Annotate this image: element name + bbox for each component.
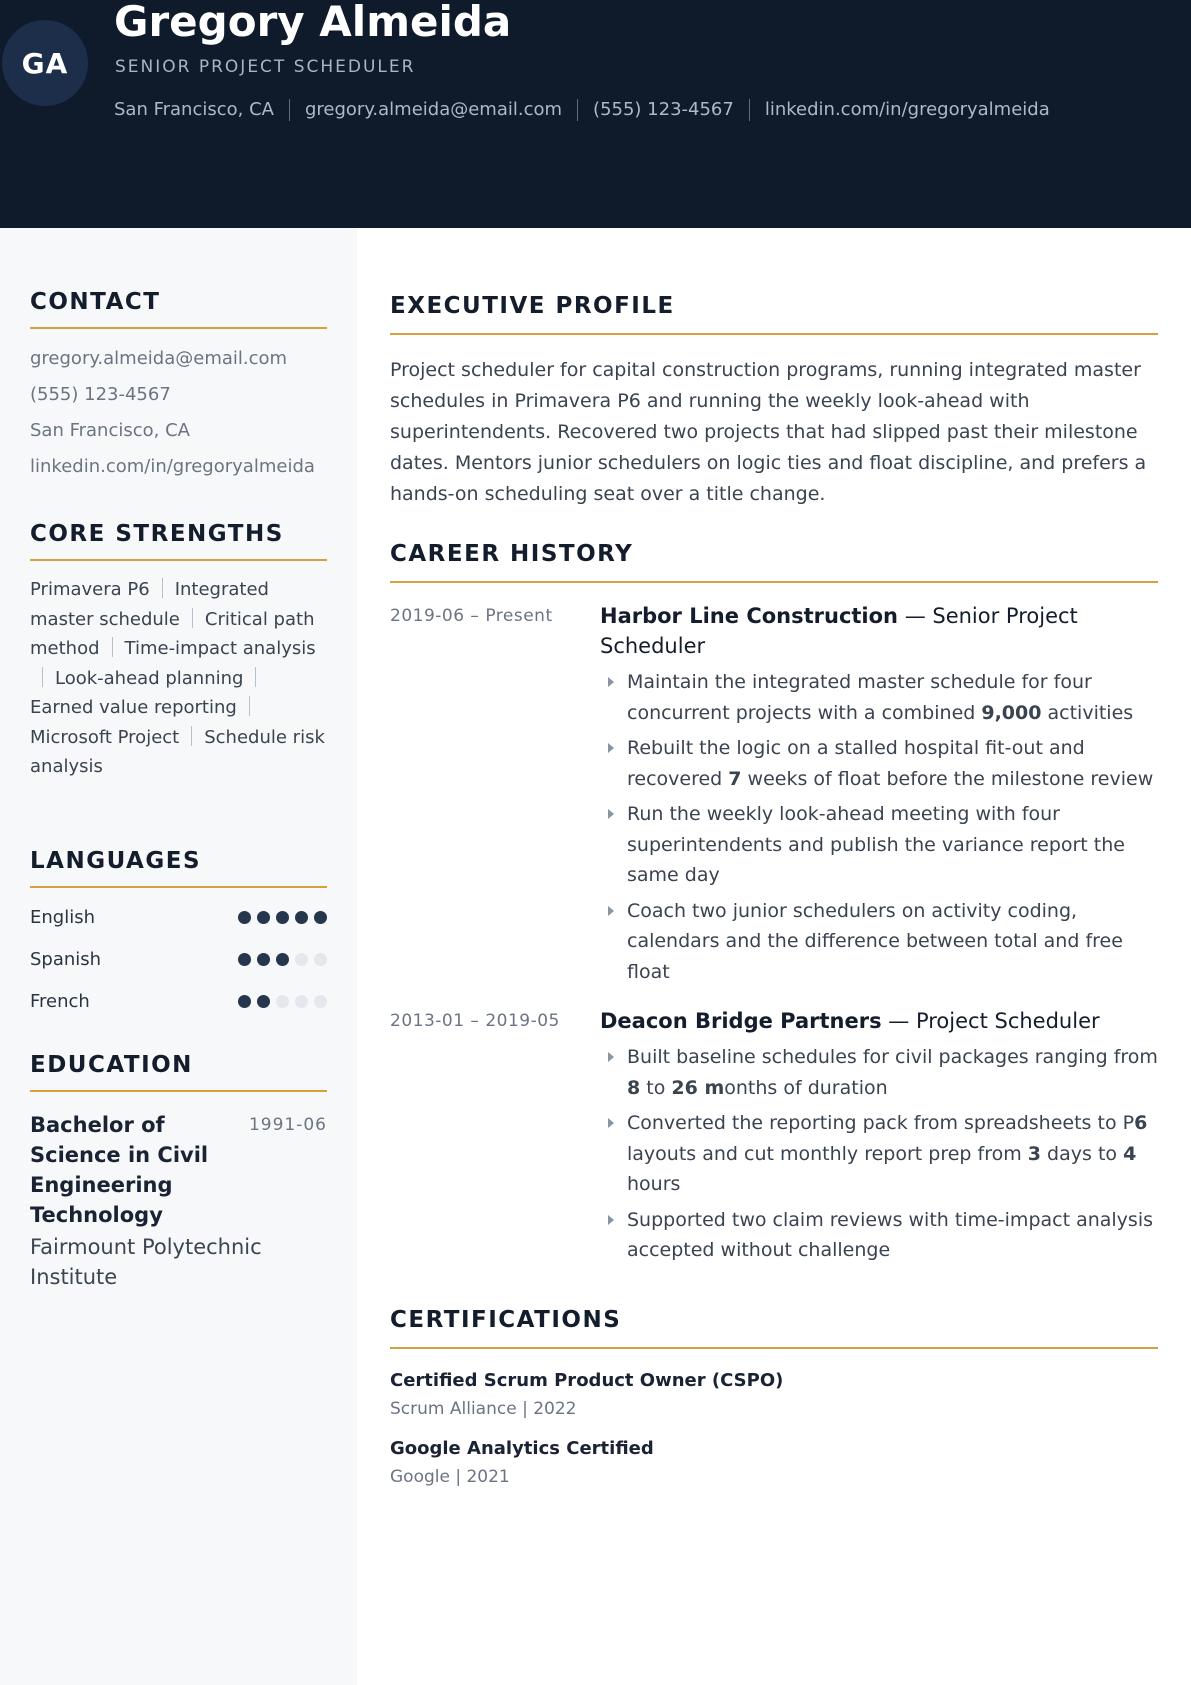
contact-section — [30, 287, 327, 485]
certification-name: Certified Scrum Product Owner (CSPO) — [390, 1370, 784, 1391]
proficiency-dot-filled — [257, 953, 270, 966]
proficiency-dot-empty — [295, 953, 308, 966]
proficiency-dot-filled — [276, 953, 289, 966]
proficiency-dot-empty — [295, 995, 308, 1008]
career-heading: CAREER HISTORY — [390, 539, 1158, 583]
job-dates: 2013-01 – 2019-05 — [390, 1011, 560, 1031]
proficiency-dot-filled — [238, 911, 251, 924]
certifications-heading: CERTIFICATIONS — [390, 1305, 1158, 1349]
job-bullets — [600, 667, 1158, 987]
bold-figure: 8 — [627, 1076, 641, 1099]
language-name: French — [30, 990, 90, 1012]
proficiency-dots — [238, 995, 327, 1008]
bold-figure: 3 — [1027, 1142, 1042, 1165]
proficiency-dot-empty — [314, 953, 327, 966]
job-bullet — [600, 799, 1158, 891]
proficiency-dots — [238, 911, 327, 924]
contact-email[interactable]: gregory.almeida@email.com — [30, 348, 288, 369]
divider — [255, 667, 256, 687]
job-entry — [390, 1006, 1158, 1271]
certification-name: Google Analytics Certified — [390, 1438, 654, 1459]
job-bullet — [600, 1108, 1158, 1200]
job-company: Deacon Bridge Partners — [600, 1009, 882, 1033]
language-row — [30, 980, 327, 1022]
bullet-arrow-icon — [608, 1215, 614, 1225]
divider — [112, 637, 113, 657]
profile-heading: EXECUTIVE PROFILE — [390, 291, 1158, 335]
divider — [749, 99, 750, 121]
job-title — [600, 601, 1158, 661]
job-bullet — [600, 1042, 1158, 1103]
languages-heading: LANGUAGES — [30, 846, 327, 888]
bullet-text: Run the weekly look-ahead meeting with four superintendents and publish the variance report the same day — [627, 803, 1125, 886]
language-name: Spanish — [30, 948, 102, 970]
strength-item: Primavera P6 — [30, 579, 150, 600]
strength-item: Look-ahead planning — [55, 667, 244, 689]
bold-figure: 6 — [1134, 1112, 1148, 1134]
career-section — [390, 539, 1158, 1271]
bullet-arrow-icon — [608, 906, 614, 916]
job-company: Harbor Line Construction — [600, 604, 899, 628]
contact-phone[interactable]: (555) 123-4567 — [30, 384, 171, 405]
divider — [577, 99, 578, 121]
divider — [289, 99, 290, 121]
bullet-arrow-icon — [608, 809, 614, 819]
divider — [192, 608, 193, 628]
proficiency-dot-filled — [238, 995, 251, 1008]
bullet-text: Rebuilt the logic on a stalled hospital fit-out and recovered 7 weeks of float before the milestone review — [627, 737, 1154, 790]
job-bullets — [600, 1042, 1158, 1266]
candidate-headline: SENIOR PROJECT SCHEDULER — [115, 57, 416, 77]
bold-figure: 7 — [728, 767, 742, 790]
divider — [191, 726, 192, 746]
header-contact-row — [114, 98, 1050, 122]
certification-item — [390, 1367, 1158, 1423]
job-bullet — [600, 733, 1158, 794]
certification-meta: Scrum Alliance | 2022 — [390, 1399, 577, 1419]
bullet-text: Converted the reporting pack from spreadsheets to P6 layouts and cut monthly report prep from 3 days to 4 hours — [627, 1112, 1148, 1195]
header-location: San Francisco, CA — [114, 99, 274, 120]
proficiency-dot-filled — [276, 911, 289, 924]
certifications-section — [390, 1305, 1158, 1491]
divider — [249, 696, 250, 716]
job-bullet — [600, 1205, 1158, 1266]
profile-section — [390, 291, 1158, 510]
proficiency-dots — [238, 953, 327, 966]
language-row — [30, 896, 327, 938]
proficiency-dot-filled — [314, 911, 327, 924]
language-row — [30, 938, 327, 980]
proficiency-dot-empty — [314, 995, 327, 1008]
languages-section — [30, 846, 327, 1022]
strength-item: Time-impact analysis — [124, 638, 316, 659]
job-role: — Project Scheduler — [881, 1009, 1100, 1033]
job-entry — [390, 601, 1158, 992]
avatar: GA — [2, 20, 88, 106]
strengths-section — [30, 519, 327, 782]
languages-list — [30, 896, 327, 1022]
bullet-text: Maintain the integrated master schedule for four concurrent projects with a combined 9,000 activities — [627, 671, 1134, 724]
bullet-text: Supported two claim reviews with time-impact analysis accepted without challenge — [627, 1208, 1154, 1261]
contact-location: San Francisco, CA — [30, 420, 190, 441]
contact-heading: CONTACT — [30, 287, 327, 329]
job-bullet — [600, 896, 1158, 988]
education-date: 1991-06 — [248, 1115, 327, 1135]
contact-linkedin[interactable]: linkedin.com/in/gregoryalmeida — [30, 456, 315, 477]
certification-item — [390, 1435, 1158, 1491]
strength-item: Schedule risk analysis — [30, 726, 325, 777]
language-name: English — [30, 906, 95, 928]
bold-figure: 26 m — [671, 1076, 725, 1099]
candidate-name: Gregory Almeida — [114, 0, 512, 46]
proficiency-dot-filled — [257, 995, 270, 1008]
bold-figure: 9,000 — [981, 701, 1042, 724]
bold-figure: 4 — [1123, 1142, 1137, 1165]
divider — [42, 667, 43, 687]
education-heading: EDUCATION — [30, 1050, 327, 1092]
education-school: Fairmount Polytechnic Institute — [30, 1235, 262, 1289]
profile-text: Project scheduler for capital construction programs, running integrated master schedules in Primavera P6 and running the weekly look-ahead with superintendents. Recovered two projects that had slipped past their milestone dates. Mentors junior schedulers on logic ties and float discipline, and prefers a hands-on scheduling seat over a title change. — [390, 359, 1147, 505]
bullet-arrow-icon — [608, 1118, 614, 1128]
bullet-arrow-icon — [608, 677, 614, 687]
job-bullet — [600, 667, 1158, 728]
bullet-arrow-icon — [608, 743, 614, 753]
strength-item: Microsoft Project — [30, 726, 180, 748]
header-linkedin[interactable]: linkedin.com/in/gregoryalmeida — [764, 99, 1050, 120]
divider — [162, 578, 163, 598]
proficiency-dot-filled — [238, 953, 251, 966]
proficiency-dot-filled — [257, 911, 270, 924]
proficiency-dot-filled — [295, 911, 308, 924]
sidebar — [0, 228, 357, 1685]
strength-item: Critical path method — [30, 608, 315, 659]
bullet-text: Coach two junior schedulers on activity coding, calendars and the difference between total and free float — [627, 899, 1123, 983]
strengths-list — [30, 575, 327, 782]
education-degree: Bachelor of Science in Civil Engineering Technology — [30, 1113, 209, 1227]
strengths-heading: CORE STRENGTHS — [30, 519, 327, 561]
bullet-text: Built baseline schedules for civil packages ranging from 8 to 26 months of duration — [627, 1046, 1158, 1099]
job-dates: 2019-06 – Present — [390, 606, 553, 626]
header-email[interactable]: gregory.almeida@email.com — [304, 99, 563, 120]
bullet-arrow-icon — [608, 1052, 614, 1062]
strength-item: Integrated master schedule — [30, 579, 269, 630]
resume-header — [0, 0, 1191, 228]
header-phone[interactable]: (555) 123-4567 — [593, 99, 734, 120]
certification-meta: Google | 2021 — [390, 1467, 510, 1487]
proficiency-dot-empty — [276, 995, 289, 1008]
education-section — [30, 1050, 327, 1292]
job-role: — Senior Project Scheduler — [600, 604, 1078, 658]
job-title — [600, 1006, 1158, 1036]
strength-item: Earned value reporting — [30, 697, 237, 718]
